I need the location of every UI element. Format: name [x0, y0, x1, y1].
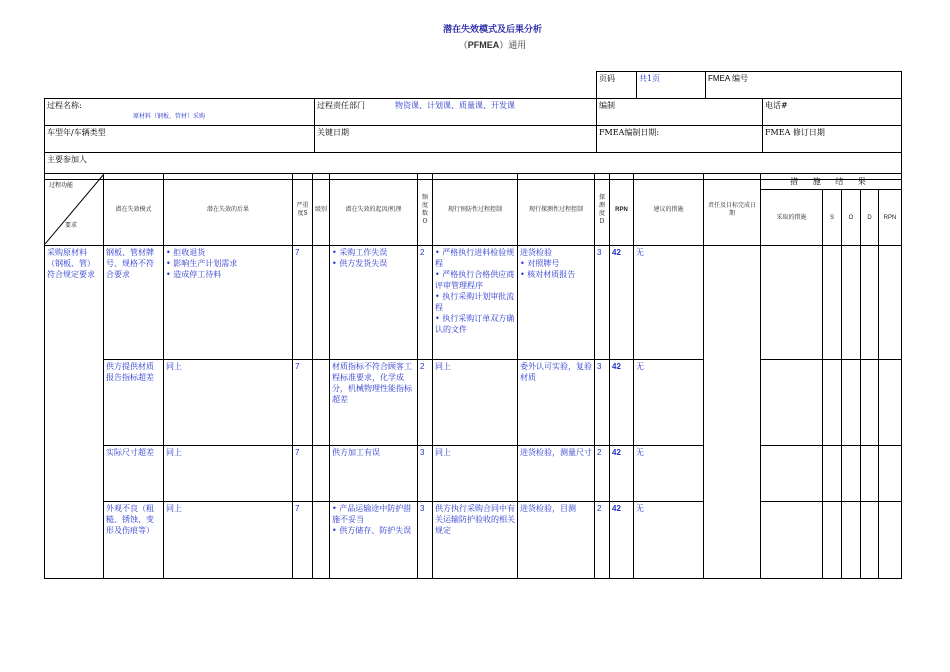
detection-cell: 3: [595, 360, 610, 446]
rpn-cell: 42: [610, 502, 634, 579]
dept-value: 物资课、计划课、质量课、开发课: [395, 101, 515, 110]
severity-cell: 7: [293, 360, 313, 446]
dept-cell: [315, 99, 597, 126]
d-cell: [861, 360, 879, 446]
participants-label: 主要参加人: [45, 153, 902, 180]
effect-cell: 同上: [164, 502, 293, 579]
s-cell: [823, 246, 842, 360]
key-date-label: 关键日期: [315, 126, 597, 153]
mode-cell: 供方提供材质报告指标超差: [104, 360, 164, 446]
prevention-header: 现行预防性过程控制: [433, 174, 518, 246]
rpn2-cell: [879, 246, 902, 360]
actions-taken-cell: [761, 246, 823, 360]
phone-label: 电话#: [763, 99, 902, 126]
prevention-line: • 严格执行进料检验规程: [435, 248, 515, 268]
process-name-cell: [45, 99, 315, 126]
rpn2-cell: [879, 360, 902, 446]
class-cell: [313, 446, 330, 502]
rpn-cell: 42: [610, 360, 634, 446]
o-cell: [842, 246, 861, 360]
subtitle-paren-open: （: [458, 41, 468, 51]
results-header: 措 施 结 果: [761, 174, 902, 190]
function-requirement-header: [45, 174, 104, 246]
fmea-table: [44, 173, 902, 579]
effect-cell: [164, 246, 293, 360]
page-label: 页码: [597, 72, 637, 99]
fmea-number-label: FMEA 编号: [706, 72, 902, 99]
prevention-cell: 同上: [433, 360, 518, 446]
fmea-date-label: FMEA编制日期:: [597, 126, 763, 153]
requirement-header: 要求: [65, 222, 78, 229]
actions-taken-cell: [761, 502, 823, 579]
detection-line: 进货检验: [520, 248, 552, 257]
prevention-line: • 执行采购计划审批流程: [435, 292, 515, 312]
mode-header: 潜在失效模式: [104, 174, 164, 246]
recommended-cell: 无: [634, 360, 704, 446]
effect-line: • 拒收退货: [166, 248, 206, 257]
actions-taken-header: 采取的措施: [761, 190, 823, 246]
cause-cell: [330, 246, 418, 360]
d-cell: [861, 446, 879, 502]
header-table: [44, 71, 902, 180]
table-row: [45, 246, 902, 360]
document-title: 潜在失效模式及后果分析: [442, 25, 542, 35]
detection-cell: 3: [595, 246, 610, 360]
subtitle-paren-close: ）通用: [499, 41, 527, 51]
detection-cell: 2: [595, 446, 610, 502]
actions-taken-cell: [761, 360, 823, 446]
detection-line: • 对照牌号: [520, 259, 560, 268]
prepared-label: 编制: [597, 99, 763, 126]
detection-control-cell: 委外认可实验，复验材质: [518, 360, 595, 446]
mode-cell: 实际尺寸超差: [104, 446, 164, 502]
cause-cell: 供方加工有误: [330, 446, 418, 502]
recommended-cell: 无: [634, 446, 704, 502]
class-header: 级别: [313, 174, 330, 246]
severity-cell: 7: [293, 246, 313, 360]
actions-taken-cell: [761, 446, 823, 502]
s-cell: [823, 502, 842, 579]
occurrence-cell: 3: [418, 502, 433, 579]
detection-line: • 核对材质报告: [520, 270, 576, 279]
mode-cell: 钢板、管材牌号、规格不符合要求: [104, 246, 164, 360]
prevention-cell: 供方执行采购合同中有关运输防护验收的相关规定: [433, 502, 518, 579]
occurrence-header: 频度数O: [418, 174, 433, 246]
effect-header: 潜在失效的后果: [164, 174, 293, 246]
dept-label: 过程责任部门: [317, 101, 365, 110]
responsibility-cell: [704, 246, 761, 579]
o-cell: [842, 360, 861, 446]
detection-control-cell: 进货检验，测量尺寸: [518, 446, 595, 502]
detection-control-cell: [518, 246, 595, 360]
severity-cell: 7: [293, 502, 313, 579]
o-cell: [842, 502, 861, 579]
o-header: O: [842, 190, 861, 246]
table-row: [45, 446, 902, 502]
rpn-header: RPN: [610, 174, 634, 246]
cause-cell: 材质指标不符合顾客工程标准要求，化学成分，机械物理性能指标超差: [330, 360, 418, 446]
s-header: S: [823, 190, 842, 246]
process-name-label: 过程名称:: [47, 101, 82, 110]
detection-control-cell: 进货检验，目测: [518, 502, 595, 579]
o-cell: [842, 446, 861, 502]
detection-control-header: 现行探测性过程控制: [518, 174, 595, 246]
detection-cell: 2: [595, 502, 610, 579]
function-cell: 采购原材料（钢板、管）符合规定要求: [45, 246, 104, 579]
mode-cell: 外观不良（粗糙、锈蚀、变形及伤痕等）: [104, 502, 164, 579]
effect-line: • 造成停工待料: [166, 270, 222, 279]
cause-cell: [330, 502, 418, 579]
occurrence-cell: 2: [418, 246, 433, 360]
process-name-value: 原材料（钢板、管材）采购: [133, 113, 206, 120]
d-cell: [861, 502, 879, 579]
rpn-cell: 42: [610, 446, 634, 502]
rpn2-header: RPN: [879, 190, 902, 246]
rpn2-cell: [879, 446, 902, 502]
occurrence-cell: 3: [418, 446, 433, 502]
cause-line: • 供方储存、防护失误: [332, 526, 412, 535]
s-cell: [823, 446, 842, 502]
subtitle-code: PFMEA: [467, 40, 500, 50]
cause-line: • 产品运输途中防护措施不妥当: [332, 504, 412, 524]
prevention-cell: [433, 246, 518, 360]
effect-cell: 同上: [164, 446, 293, 502]
cause-line: • 采购工作失误: [332, 248, 388, 257]
fmea-rev-label: FMEA 修订日期: [763, 126, 902, 153]
class-cell: [313, 246, 330, 360]
prevention-cell: 同上: [433, 446, 518, 502]
prevention-line: • 严格执行合格供应商评审管理程序: [435, 270, 515, 290]
s-cell: [823, 360, 842, 446]
recommended-header: 建议的措施: [634, 174, 704, 246]
d-header: D: [861, 190, 879, 246]
document-subtitle: [0, 38, 950, 51]
rpn-cell: 42: [610, 246, 634, 360]
function-header: 过程功能: [49, 182, 74, 189]
responsibility-header: 责任及目标完成日期: [704, 174, 761, 246]
effect-line: • 影响生产计划需求: [166, 259, 238, 268]
rpn2-cell: [879, 502, 902, 579]
occurrence-cell: 2: [418, 360, 433, 446]
cause-header: 潜在失效的起因/机理: [330, 174, 418, 246]
severity-header: 严重度S: [293, 174, 313, 246]
prevention-line: • 执行采购订单双方确认的文件: [435, 314, 515, 334]
detection-header: 探测度D: [595, 174, 610, 246]
d-cell: [861, 246, 879, 360]
model-label: 车型年/车辆类型: [45, 126, 315, 153]
severity-cell: 7: [293, 446, 313, 502]
cause-line: • 供方发货失误: [332, 259, 388, 268]
recommended-cell: 无: [634, 246, 704, 360]
class-cell: [313, 360, 330, 446]
table-row: [45, 502, 902, 579]
recommended-cell: 无: [634, 502, 704, 579]
class-cell: [313, 502, 330, 579]
page-value: 共1页: [637, 72, 706, 99]
table-row: [45, 360, 902, 446]
effect-cell: 同上: [164, 360, 293, 446]
